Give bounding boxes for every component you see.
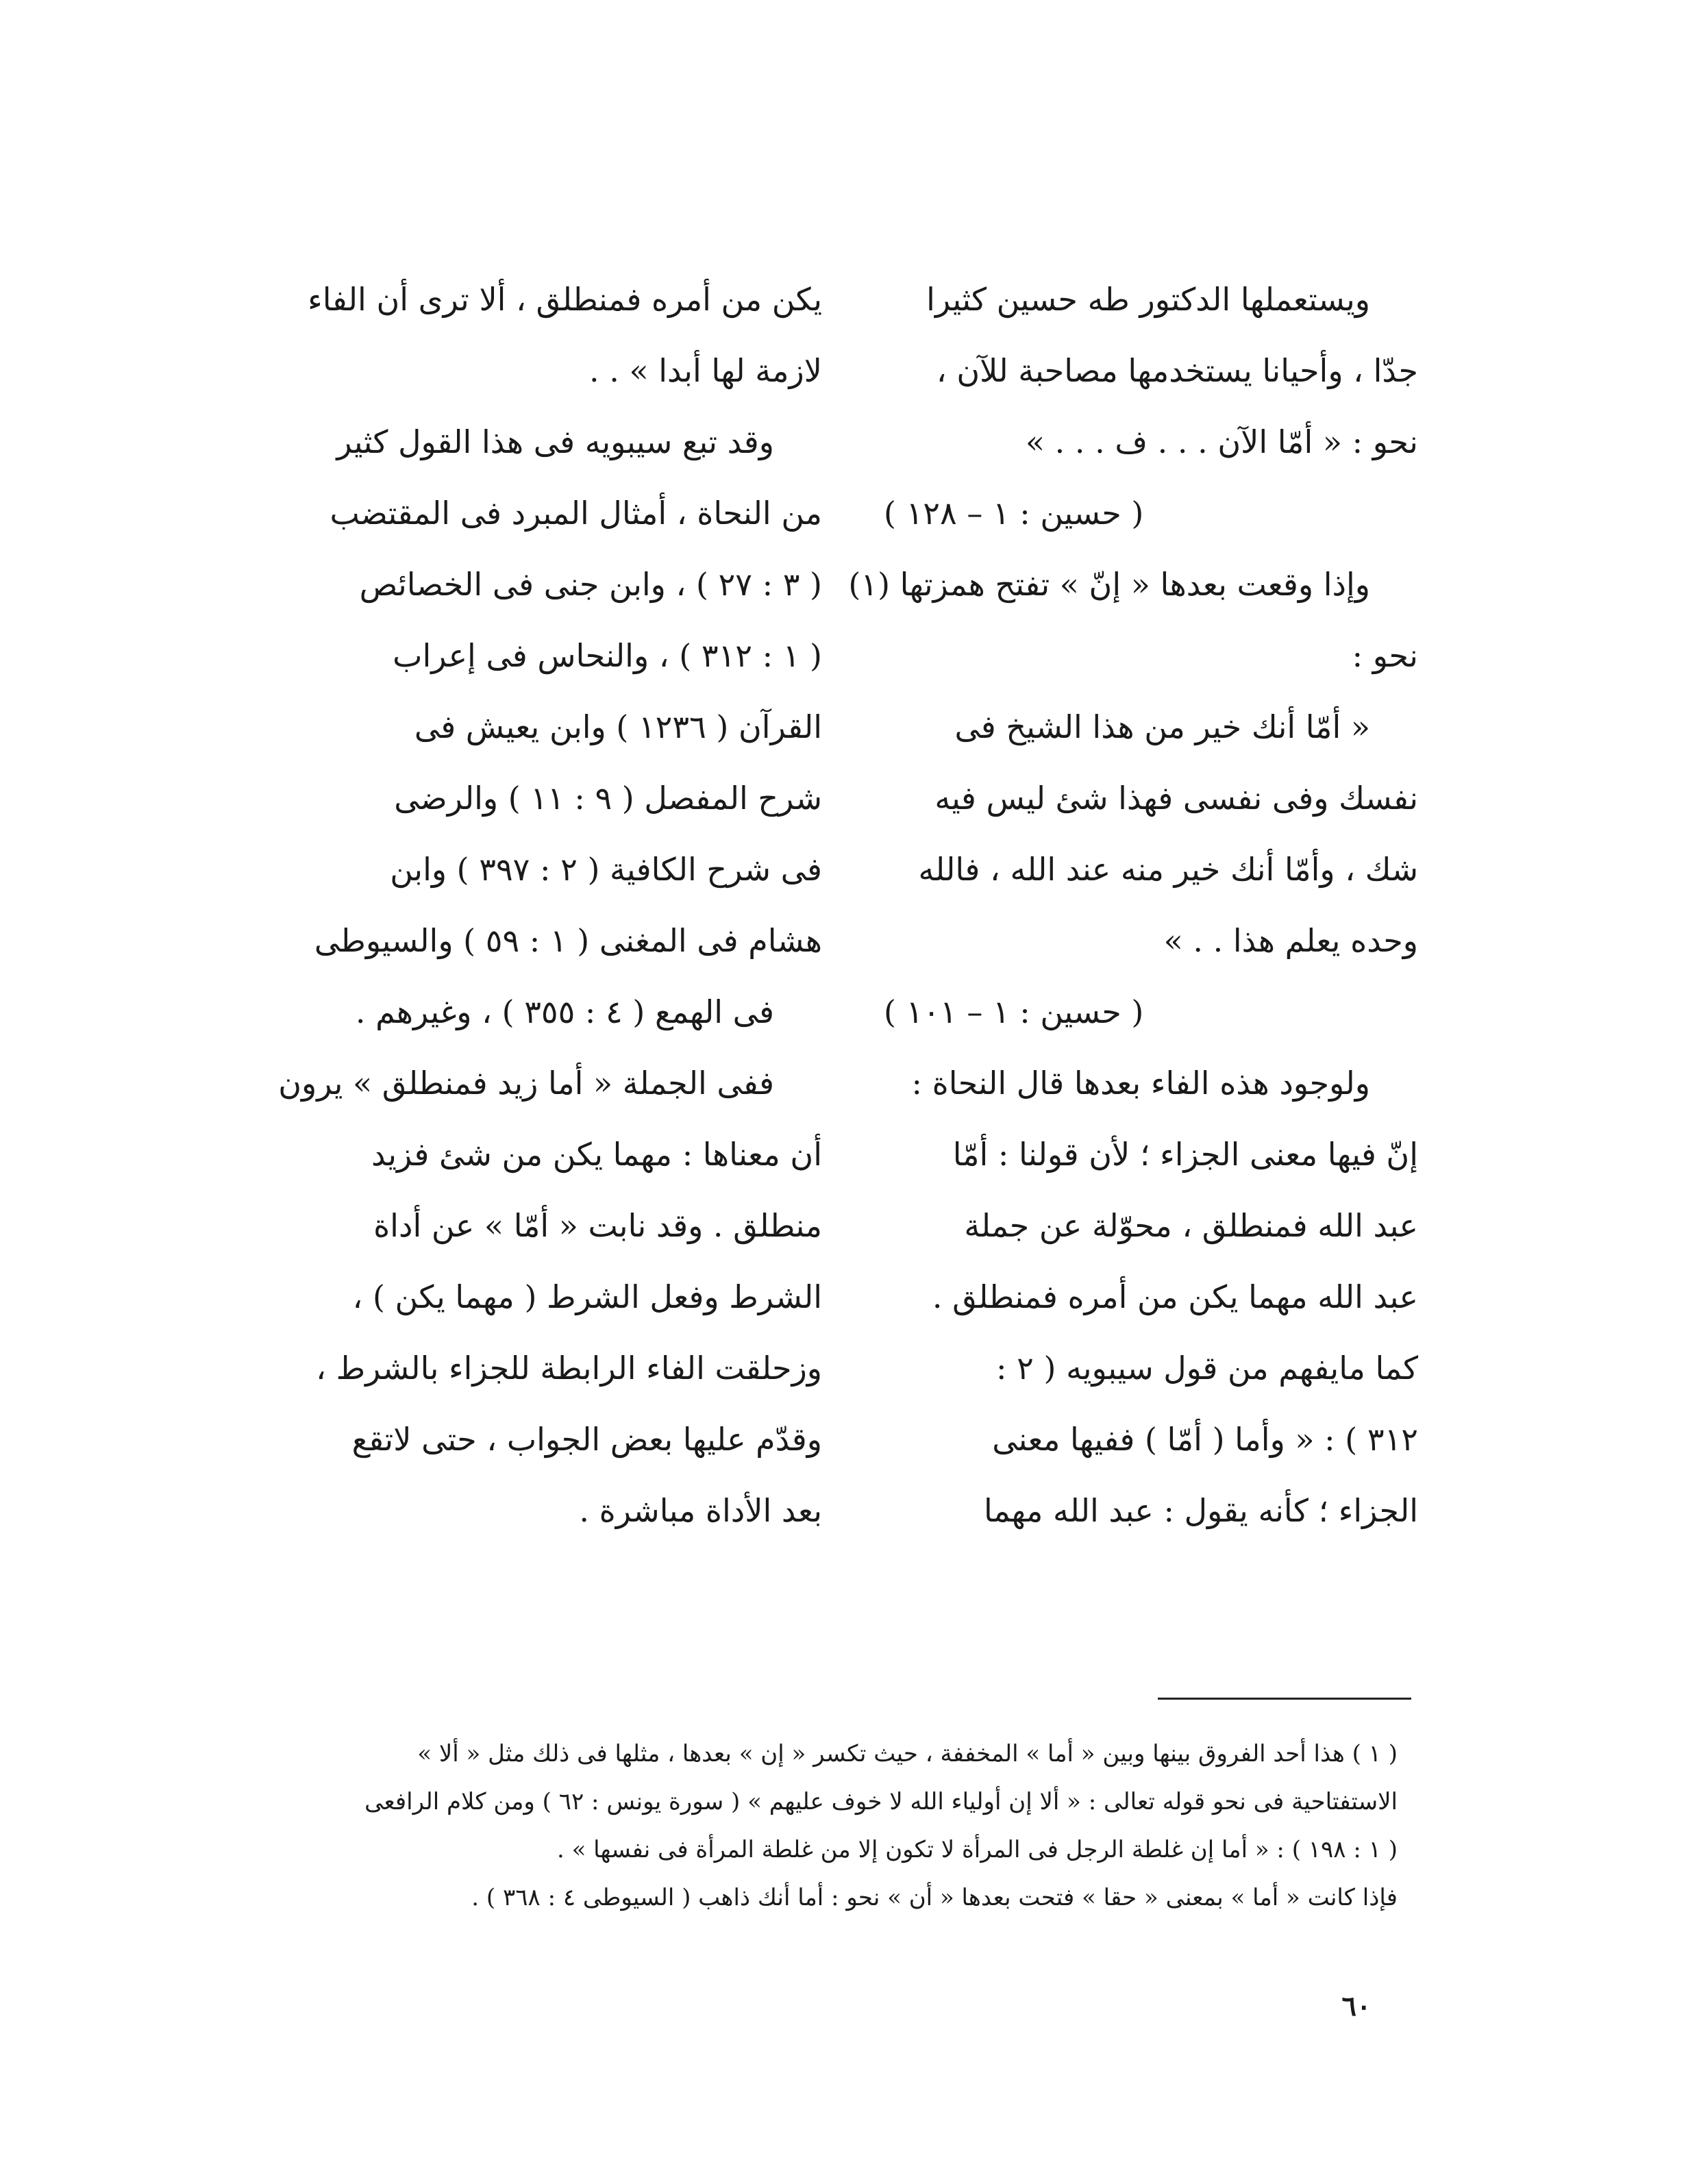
quote-line: « أمّا أنك خير من هذا الشيخ فى	[954, 708, 1370, 745]
text-line: شرح المفصل ( ٩ : ١١ ) والرضى	[394, 780, 822, 817]
quote-line: وحده يعلم هذا . . »	[1163, 922, 1418, 959]
text-line: إنّ فيها معنى الجزاء ؛ لأن قولنا : أمّا	[952, 1136, 1418, 1173]
text-line: ففى الجملة « أما زيد فمنطلق » يرون	[278, 1065, 774, 1102]
text-line: أن معناها : مهما يكن من شئ فزيد	[371, 1136, 822, 1173]
footnote-line: ( ١ ) هذا أحد الفروق بينها وبين « أما » المخففة ، حيث تكسر « إن » بعدها ، مثلها فى ذلك مثل « ألا »	[417, 1740, 1398, 1767]
page-number: ٦٠	[1341, 1990, 1372, 2022]
text-line: وزحلقت الفاء الرابطة للجزاء بالشرط ،	[316, 1350, 822, 1387]
footnotes	[329, 1740, 1398, 1932]
text-line: ( ١ : ٣١٢ ) ، والنحاس فى إعراب	[393, 637, 822, 674]
quote-line: شك ، وأمّا أنك خير منه عند الله ، فالله	[918, 851, 1418, 888]
text-line: ٣١٢ ) : « وأما ( أمّا ) ففيها معنى	[992, 1421, 1418, 1458]
text-line: نحو : « أمّا الآن . . . ف . . . »	[1025, 423, 1418, 460]
text-line: فى شرح الكافية ( ٢ : ٣٩٧ ) وابن	[390, 851, 822, 888]
text-line: لازمة لها أبدا » . .	[589, 352, 822, 389]
quote-line: نفسك وفى نفسى فهذا شئ ليس فيه	[934, 780, 1418, 817]
left-text-column	[278, 281, 822, 1563]
text-line: بعد الأداة مباشرة .	[579, 1492, 822, 1529]
text-line: الشرط وفعل الشرط ( مهما يكن ) ،	[352, 1278, 822, 1315]
text-line: وقد تبع سيبويه فى هذا القول كثير	[336, 423, 774, 460]
text-line: الجزاء ؛ كأنه يقول : عبد الله مهما	[983, 1492, 1418, 1529]
text-line: القرآن ( ١٢٣٦ ) وابن يعيش فى	[414, 708, 822, 745]
text-line: عبد الله مهما يكن من أمره فمنطلق .	[932, 1278, 1418, 1315]
text-line: عبد الله فمنطلق ، محوّلة عن جملة	[964, 1207, 1418, 1244]
text-line: ولوجود هذه الفاء بعدها قال النحاة :	[911, 1065, 1370, 1102]
footnote-line: فإذا كانت « أما » بمعنى « حقا » فتحت بعدها « أن » نحو : أما أنك ذاهب ( السيوطى ٤ : ٣٦٨ ) .	[471, 1884, 1398, 1911]
right-text-column	[848, 281, 1418, 1563]
text-line: من النحاة ، أمثال المبرد فى المقتضب	[330, 495, 822, 532]
text-line: ويستعملها الدكتور طه حسين كثيرا	[926, 281, 1370, 318]
text-line: جدّا ، وأحيانا يستخدمها مصاحبة للآن ،	[936, 352, 1418, 389]
text-line: هشام فى المغنى ( ١ : ٥٩ ) والسيوطى	[314, 922, 822, 959]
text-line: وإذا وقعت بعدها « إنّ » تفتح همزتها (١)	[848, 566, 1370, 603]
text-line: وقدّم عليها بعض الجواب ، حتى لاتقع	[351, 1421, 822, 1458]
footnote-separator	[1158, 1698, 1411, 1700]
text-line: فى الهمع ( ٤ : ٣٥٥ ) ، وغيرهم .	[355, 993, 774, 1030]
citation-line: ( حسين : ١ – ١٢٨ )	[884, 495, 1144, 532]
text-line: ( ٣ : ٢٧ ) ، وابن جنى فى الخصائص	[359, 566, 822, 603]
text-line: كما مايفهم من قول سيبويه ( ٢ :	[996, 1350, 1418, 1387]
text-line: نحو :	[1352, 637, 1418, 674]
footnote-line: الاستفتاحية فى نحو قوله تعالى : « ألا إن أولياء الله لا خوف عليهم » ( سورة يونس : ٦٢ ) ومن كلام الرافعى	[364, 1788, 1398, 1815]
text-line: منطلق . وقد نابت « أمّا » عن أداة	[373, 1207, 822, 1244]
citation-line: ( حسين : ١ – ١٠١ )	[884, 993, 1144, 1030]
text-line: يكن من أمره فمنطلق ، ألا ترى أن الفاء	[308, 281, 822, 318]
footnote-line: ( ١ : ١٩٨ ) : « أما إن غلطة الرجل فى المرأة لا تكون إلا من غلطة المرأة فى نفسها » .	[556, 1836, 1398, 1863]
